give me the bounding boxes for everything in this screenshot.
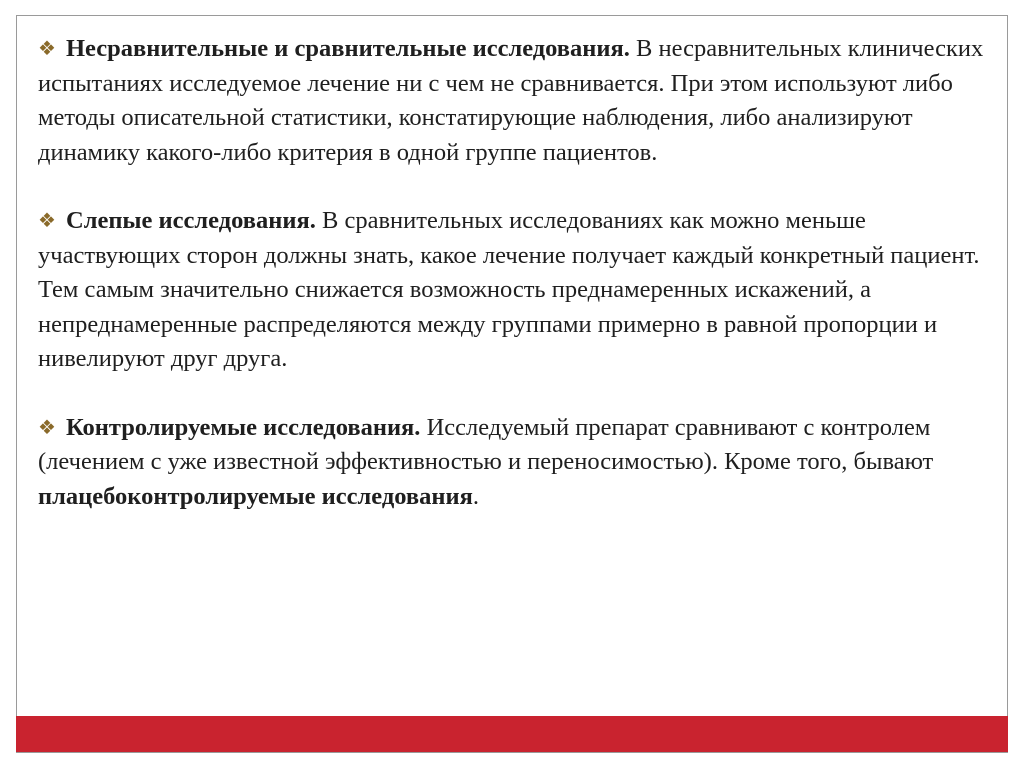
paragraph-blind [38,204,988,377]
paragraph-heading: Контролируемые исследования. [66,413,421,441]
paragraph-emphasis: плацебоконтролируемые исследования [38,482,473,510]
paragraph-heading: Слепые исследования. [66,207,316,234]
paragraph-text: Исследуемый препарат сравнивают с контролем (лечением с уже известной эффективностью и переносимостью). Кроме того, бывают [38,413,934,475]
paragraph-text: В сравнительных исследованиях как можно меньше участвующих сторон должны знать, какое лечение получает каждый конкретный пациент. Тем самым значительно снижается возможность преднамеренных искажений, а непреднамеренные распределяются между группами примерно в равной пропорции и нивелируют друг друга. [38,207,980,372]
paragraph-noncomparative [38,32,988,170]
slide-content [38,32,988,548]
bottom-accent-bar [16,716,1008,752]
paragraph-tail: . [472,482,479,510]
diamond-bullet-icon: ❖ [38,38,56,60]
diamond-bullet-icon: ❖ [38,416,56,439]
paragraph-text: В несравнительных клинических испытаниях исследуемое лечение ни с чем не сравнивается. При этом используют либо методы описательной статистики, констатирующие наблюдения, либо анализируют динамику какого-либо критерия в одной группе пациентов. [38,35,984,166]
diamond-bullet-icon: ❖ [38,210,56,232]
paragraph-controlled [38,411,988,515]
paragraph-heading: Несравнительные и сравнительные исследования. [66,35,630,62]
